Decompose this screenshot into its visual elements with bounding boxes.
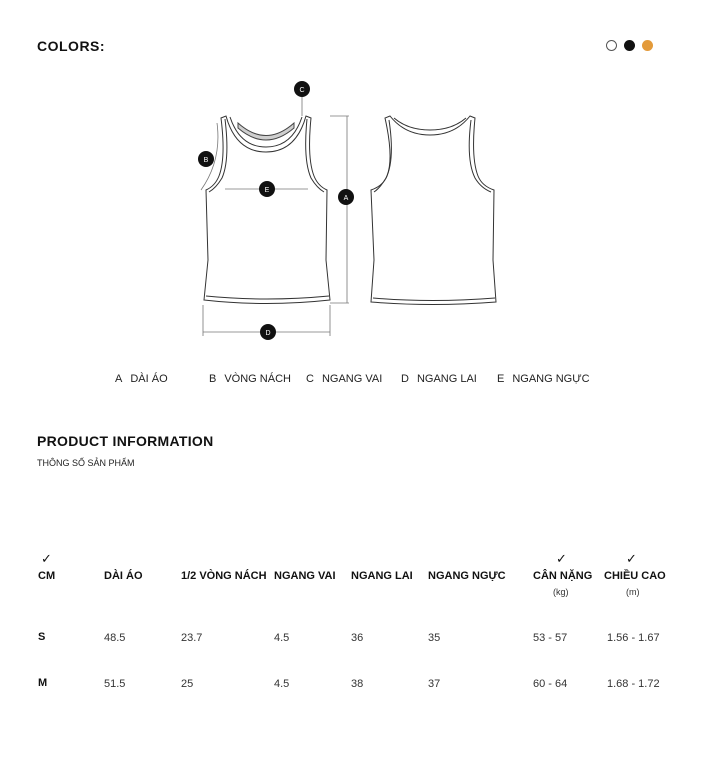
marker-e-label: E (264, 187, 270, 194)
table-cell: 60 - 64 (533, 678, 568, 690)
legend-item-b: B VÒNG NÁCH (209, 373, 291, 385)
header-cm: CM (38, 570, 56, 582)
table-cell: 51.5 (104, 678, 126, 690)
color-swatch-white[interactable] (606, 40, 617, 51)
back-view (371, 116, 496, 305)
legend-item-a: A DÀI ÁO (115, 373, 168, 385)
unit-weight: (kg) (553, 587, 569, 597)
header-ngang-lai: NGANG LAI (351, 570, 413, 582)
size-s: S (38, 631, 46, 643)
table-cell: 38 (351, 678, 364, 690)
legend-item-e: E NGANG NGỰC (497, 373, 590, 385)
header-ngang-vai: NGANG VAI (274, 570, 336, 582)
table-cell: 1.68 - 1.72 (607, 678, 660, 690)
header-chieu-cao: CHIỀU CAO (604, 570, 666, 582)
header-dai-ao: DÀI ÁO (104, 570, 143, 582)
table-cell: 1.56 - 1.67 (607, 632, 660, 644)
table-cell: 53 - 57 (533, 632, 568, 644)
table-cell: 4.5 (274, 632, 290, 644)
header-ngang-nguc: NGANG NGỰC (428, 570, 506, 582)
colors-title: COLORS: (37, 38, 106, 54)
legend-item-d: D NGANG LAI (401, 373, 477, 385)
marker-b-label: B (203, 157, 209, 164)
header-can-nang: CÂN NẶNG (533, 570, 593, 582)
size-m: M (38, 677, 48, 689)
table-cell: 23.7 (181, 632, 203, 644)
check-icon: ✓ (626, 551, 637, 566)
header-vong-nach: 1/2 VÒNG NÁCH (181, 570, 267, 582)
marker-e (259, 181, 275, 197)
product-information-subtitle: THÔNG SỐ SẢN PHẨM (37, 458, 135, 468)
table-cell: 36 (351, 632, 364, 644)
unit-height: (m) (626, 587, 640, 597)
product-information-title: PRODUCT INFORMATION (37, 433, 214, 449)
marker-d (260, 324, 276, 340)
marker-d-label: D (265, 330, 271, 337)
table-cell: 35 (428, 632, 441, 644)
legend-item-c: C NGANG VAI (306, 373, 383, 385)
tank-top-size-diagram (185, 75, 515, 350)
color-swatch-black[interactable] (624, 40, 635, 51)
table-cell: 4.5 (274, 678, 290, 690)
check-icon: ✓ (41, 551, 52, 566)
color-swatches (606, 40, 653, 51)
marker-c-label: C (299, 87, 305, 94)
table-cell: 25 (181, 678, 194, 690)
marker-a-label: A (343, 195, 349, 202)
marker-c (294, 81, 310, 97)
front-view (204, 116, 330, 304)
check-icon: ✓ (556, 551, 567, 566)
marker-b (198, 151, 214, 167)
marker-a (338, 189, 354, 205)
color-swatch-orange[interactable] (642, 40, 653, 51)
table-cell: 37 (428, 678, 441, 690)
table-cell: 48.5 (104, 632, 126, 644)
